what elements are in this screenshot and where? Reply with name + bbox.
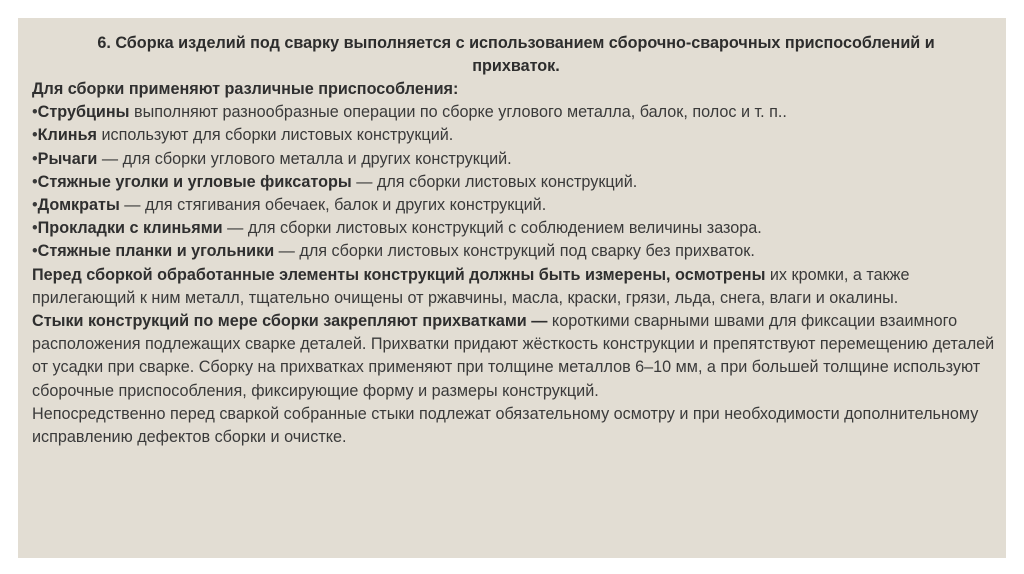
slide-panel: [18, 18, 1006, 558]
bullet-marker: •: [32, 196, 38, 215]
bullet-term: Стяжные планки и угольники: [37, 242, 275, 261]
intro-text: Для сборки применяют различные приспособления:: [32, 80, 459, 98]
paragraph-inspection-bold: Перед сборкой обработанные элементы конструкций должны быть измерены, осмотрены: [32, 265, 766, 284]
paragraph-inspection-text: их кромки, а также прилегающий к ним металл, тщательно очищены от ржавчины, масла, краски, грязи, льда, снега, влаги и окалины.: [32, 265, 910, 307]
paragraph-tack-welds-text: короткими сварными швами для фиксации взаимного расположения подлежащих сварке деталей. Прихватки придают жёсткость конструкции и препятствуют перемещению деталей от усадки при сварке. Сборку на прихватках применяют при толщине металлов 6–10 мм, а при большей толщине используют сборочные приспособления, фиксирующие форму и размеры конструкций.: [32, 312, 995, 400]
bullet-item: [32, 171, 1000, 194]
bullet-text: выполняют разнообразные операции по сборке углового металла, балок, полос и т. п..: [129, 103, 787, 122]
bullet-marker: •: [32, 242, 38, 261]
bullet-marker: •: [32, 149, 38, 168]
bullet-item: [32, 148, 1000, 171]
bullet-term: Прокладки с клиньями: [37, 219, 223, 238]
bullet-text: — для стягивания обечаек, балок и других конструкций.: [119, 196, 547, 215]
bullet-term: Домкраты: [37, 196, 120, 215]
bullet-term: Струбцины: [37, 103, 130, 122]
bullet-marker: •: [32, 219, 38, 238]
bullet-text: используют для сборки листовых конструкций.: [96, 126, 454, 145]
bullet-marker: •: [32, 126, 38, 145]
bullet-marker: •: [32, 172, 38, 191]
paragraph-inspection: [32, 264, 1000, 310]
bullet-item: [32, 194, 1000, 217]
bullet-item: [32, 240, 1000, 263]
bullet-item: [32, 124, 1000, 147]
slide-body: [32, 32, 1000, 449]
bullet-text: — для сборки углового металла и других конструкций.: [97, 149, 512, 168]
paragraph-final-check: Непосредственно перед сваркой собранные стыки подлежат обязательному осмотру и при необходимости дополнительному исправлению дефектов сборки и очистке.: [32, 404, 979, 447]
paragraph-tack-welds-bold: Стыки конструкций по мере сборки закрепляют прихватками —: [32, 312, 548, 331]
bullet-term: Клинья: [37, 126, 97, 145]
slide-title: 6. Сборка изделий под сварку выполняется с использованием сборочно-сварочных приспособлений и прихваток.: [97, 34, 935, 75]
bullet-term: Стяжные уголки и угловые фиксаторы: [37, 172, 352, 191]
bullet-text: — для сборки листовых конструкций.: [351, 172, 638, 191]
bullet-item: [32, 217, 1000, 240]
paragraph-tack-welds: [32, 310, 1000, 403]
bullet-term: Рычаги: [37, 149, 98, 168]
bullet-item: [32, 101, 1000, 124]
bullet-text: — для сборки листовых конструкций под сварку без прихваток.: [274, 242, 755, 261]
bullet-marker: •: [32, 103, 38, 122]
bullet-text: — для сборки листовых конструкций с соблюдением величины зазора.: [222, 219, 762, 238]
